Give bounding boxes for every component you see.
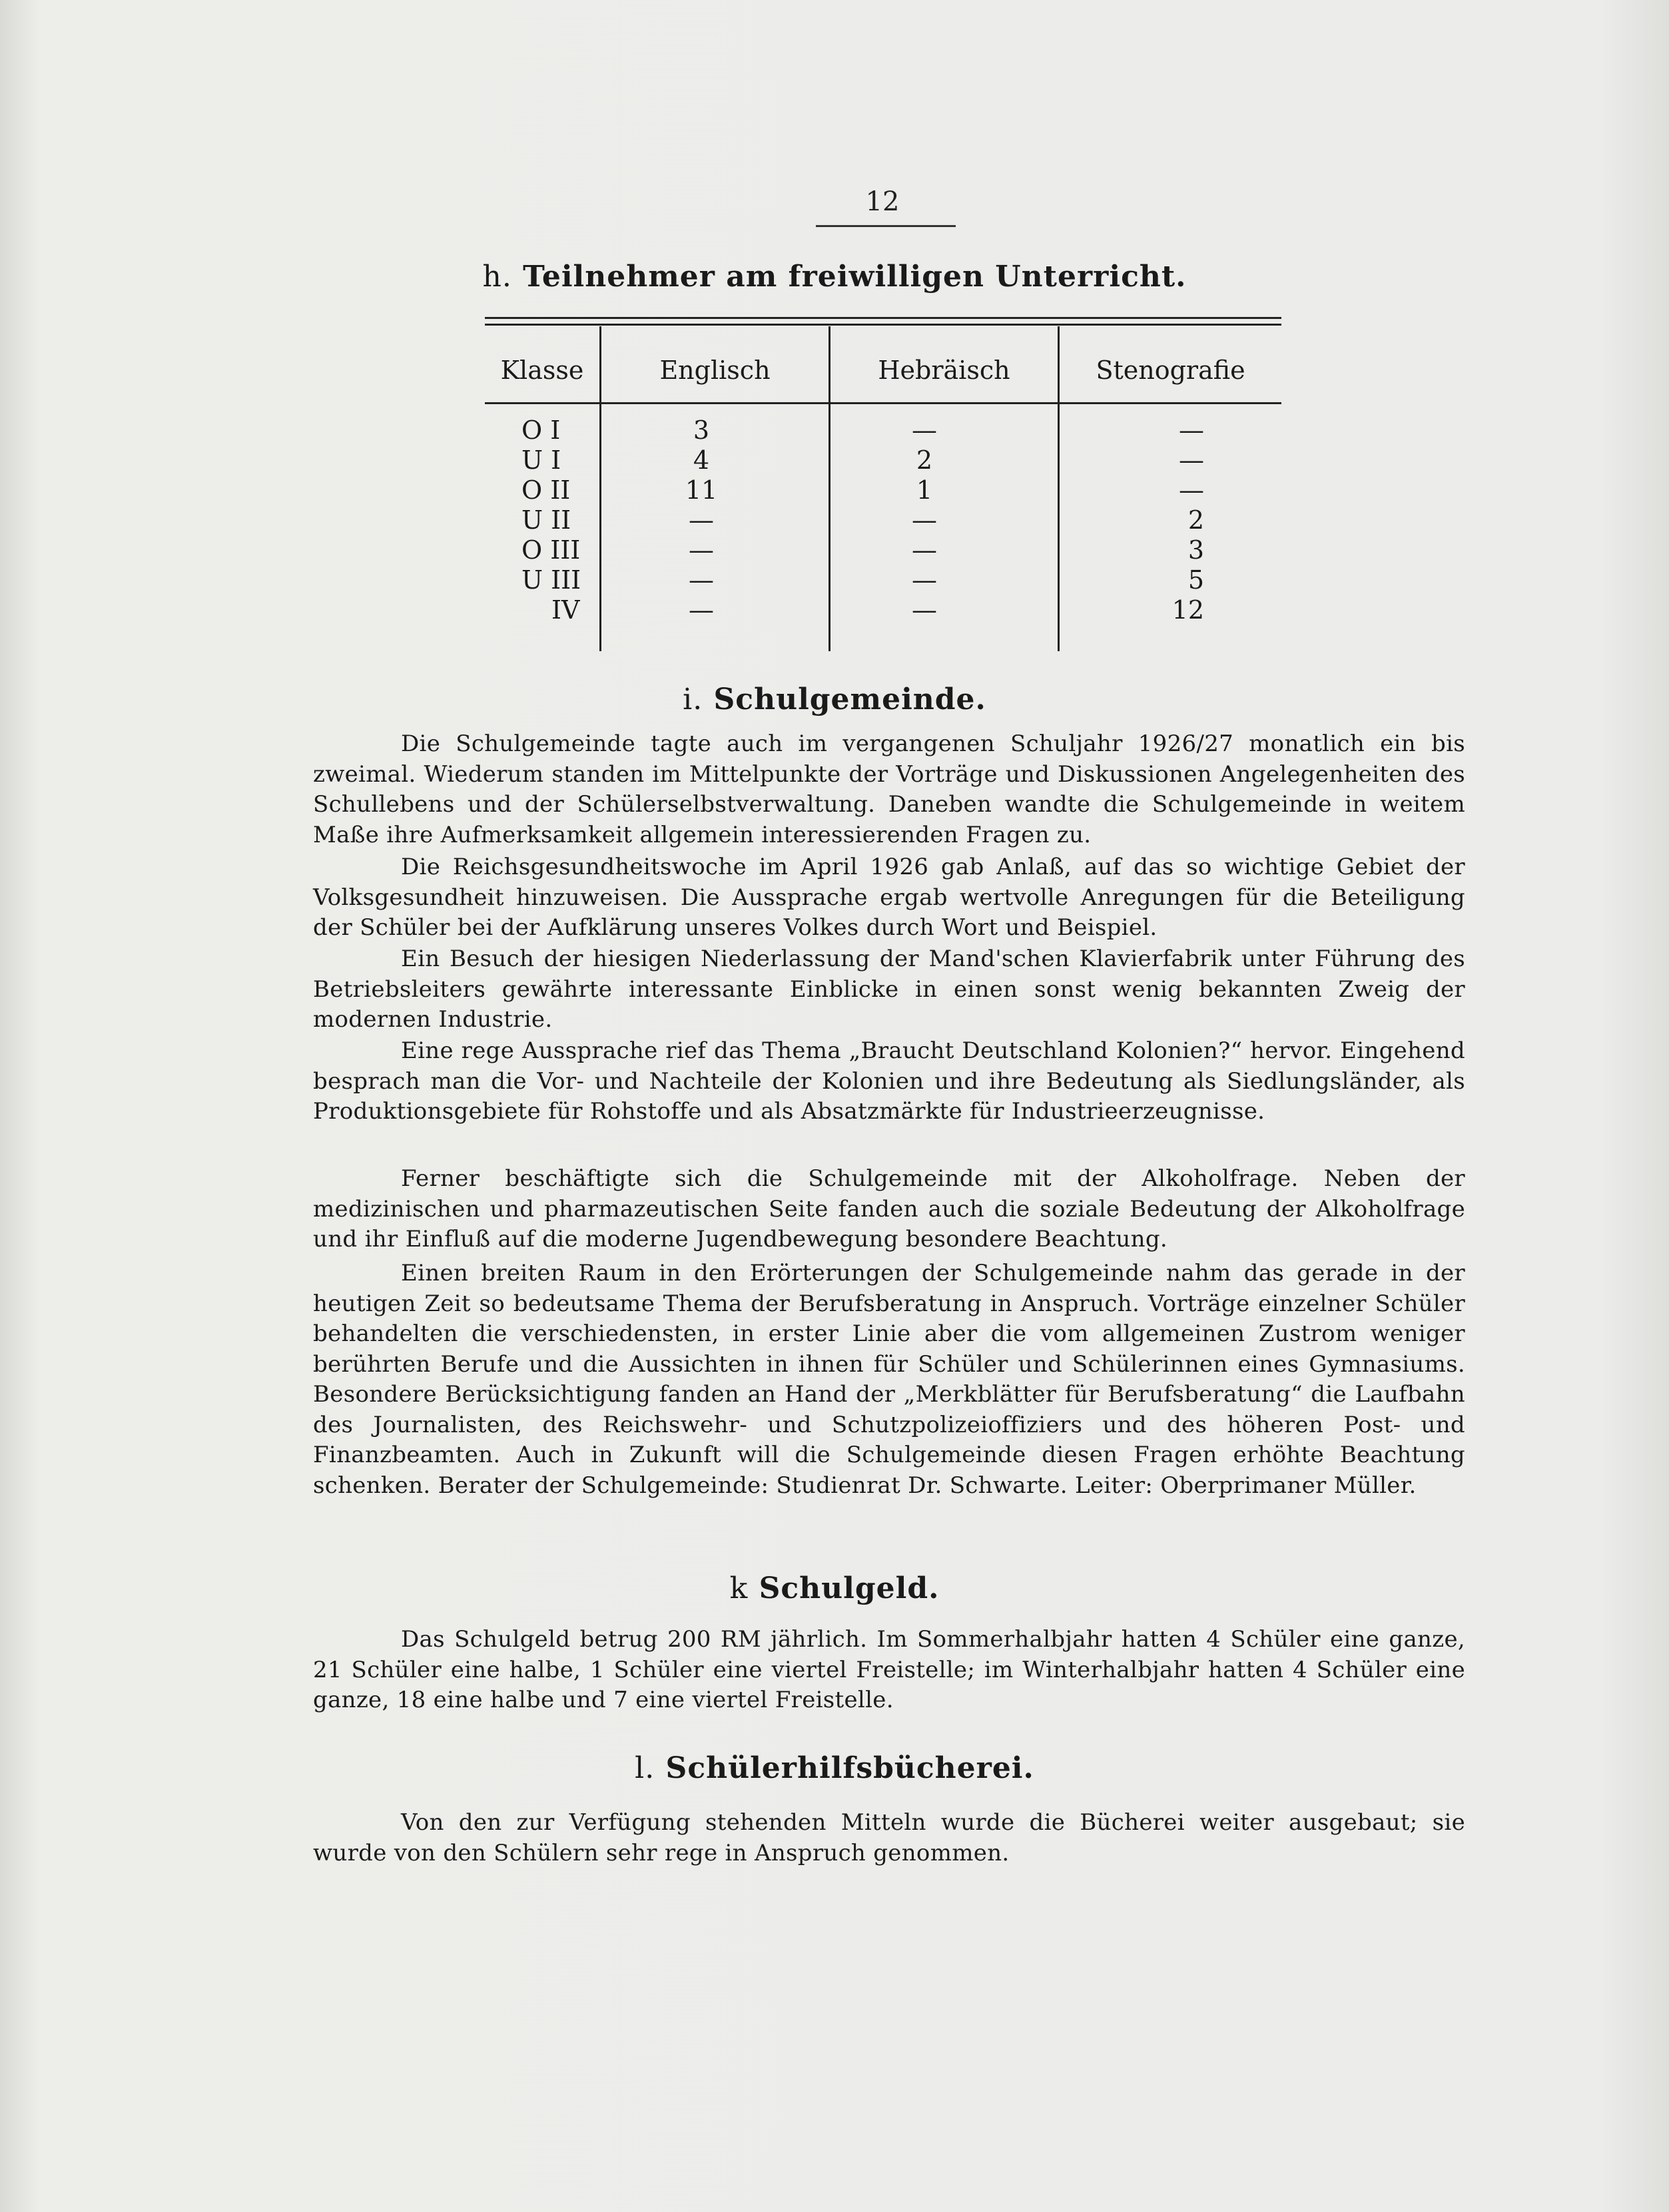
table-top-rule <box>485 317 1281 319</box>
table-cell-stenografie: 5 <box>1187 565 1204 595</box>
table-cell-stenografie: 2 <box>1187 505 1204 535</box>
table-cell-hebraeisch: 2 <box>916 445 933 475</box>
table-cell-stenografie: — <box>1179 415 1204 445</box>
page-number-rule <box>816 225 956 227</box>
table-cell-hebraeisch: 1 <box>916 475 933 505</box>
section-heading-h <box>0 260 1669 294</box>
paragraph: Die Reichsgesundheitswoche im April 1926 gab Anlaß, auf das so wichtige Gebiet der Volksgesundheit hinzuweisen. Die Aussprache ergab wertvolle Anregungen für die Beteiligung der Schüler bei der Aufklärung unseres Volkes durch Wort und Beispiel. <box>313 854 1465 941</box>
table-header-stenografie: Stenografie <box>1096 356 1245 385</box>
table-cell-englisch: — <box>689 595 714 625</box>
table-cell-englisch: 3 <box>693 415 710 445</box>
table-cell-englisch: 11 <box>685 475 718 505</box>
paragraph: Einen breiten Raum in den Erörterungen der Schulgemeinde nahm das gerade in der heutigen Zeit so bedeutsame Thema der Berufsberatung in Anspruch. Vorträge einzelner Schüler behandelten die verschiedensten, in erster Linie aber die vom allgemeinen Zustrom weniger berührten Berufe und die Aussichten in ihnen für Schüler und Schülerinnen eines Gymnasiums. Besondere Berücksichtigung fanden an Hand der „Merkblätter für Berufsberatung“ die Laufbahn des Journalisten, des Reichswehr- und Schutzpolizeioffiziers und des höheren Post- und Finanzbeamten. Auch in Zukunft will die Schulgemeinde diesen Fragen erhöhte Beachtung schenken. Berater der Schulgemeinde: Studienrat Dr. Schwarte. Leiter: Oberprimaner Müller. <box>313 1260 1465 1499</box>
paragraph: Das Schulgeld betrug 200 RM jährlich. Im Sommerhalbjahr hatten 4 Schüler eine ganze, 21 Schüler eine halbe, 1 Schüler eine viertel Freistelle; im Winterhalbjahr hatten 4 Schüler eine ganze, 18 eine halbe und 7 eine viertel Freistelle. <box>313 1626 1465 1713</box>
paragraph: Die Schulgemeinde tagte auch im vergangenen Schuljahr 1926/27 monatlich ein bis zweimal. Wiederum standen im Mittelpunkte der Vorträge und Diskussionen Angelegenheiten des Schullebens und der Schülerselbstverwaltung. Daneben wandte die Schulgemeinde in weitem Maße ihre Aufmerksamkeit allgemein interessierenden Fragen zu. <box>313 730 1465 848</box>
participants-table <box>485 317 1281 657</box>
paragraph: Von den zur Verfügung stehenden Mitteln wurde die Bücherei weiter ausgebaut; sie wurde von den Schülern sehr rege in Anspruch genommen. <box>313 1809 1465 1866</box>
table-cell-englisch: — <box>689 535 714 565</box>
table-cell-stenografie: — <box>1179 445 1204 475</box>
table-cell-klasse: O II <box>521 475 571 505</box>
table-cell-englisch: — <box>689 565 714 595</box>
section-prefix-h: h. <box>482 260 512 294</box>
table-cell-hebraeisch: — <box>912 565 937 595</box>
section-title-h: Teilnehmer am freiwilligen Unterricht. <box>523 260 1187 294</box>
section-title-l: Schülerhilfsbücherei. <box>665 1751 1034 1785</box>
table-cell-klasse: O I <box>521 415 561 445</box>
table-cell-hebraeisch: — <box>912 595 937 625</box>
page-number: 12 <box>865 186 900 217</box>
table-cell-klasse: U II <box>521 505 571 535</box>
table-cell-klasse: O III <box>521 535 581 565</box>
table-top-rule-inner <box>485 324 1281 326</box>
table-header-hebraeisch: Hebräisch <box>878 356 1010 385</box>
section-heading-i <box>0 683 1669 716</box>
section-heading-l <box>0 1751 1669 1785</box>
paragraph: Ein Besuch der hiesigen Niederlassung der Mand'schen Klavierfabrik unter Führung des Betriebsleiters gewährte interessante Einblicke in einen sonst wenig bekannten Zweig der modernen Industrie. <box>313 946 1465 1033</box>
section-title-k: Schulgeld. <box>759 1571 940 1605</box>
table-cell-englisch: — <box>689 505 714 535</box>
table-cell-hebraeisch: — <box>912 535 937 565</box>
table-cell-hebraeisch: — <box>912 415 937 445</box>
section-title-i: Schulgemeinde. <box>713 683 986 716</box>
table-cell-englisch: 4 <box>693 445 710 475</box>
table-cell-stenografie: — <box>1179 475 1204 505</box>
table-cell-stenografie: 3 <box>1187 535 1204 565</box>
section-prefix-l: l. <box>635 1751 655 1785</box>
paragraph: Ferner beschäftigte sich die Schulgemeinde mit der Alkoholfrage. Neben der medizinischen und pharmazeutischen Seite fanden auch die soziale Bedeutung der Alkoholfrage und ihr Einfluß auf die moderne Jugendbewegung besondere Beachtung. <box>313 1165 1465 1252</box>
table-cell-hebraeisch: — <box>912 505 937 535</box>
table-header-klasse: Klasse <box>500 356 584 385</box>
section-heading-k <box>0 1571 1669 1605</box>
table-cell-klasse: U III <box>521 565 581 595</box>
table-cell-klasse: U I <box>521 445 561 475</box>
table-cell-stenografie: 12 <box>1171 595 1204 625</box>
table-cell-klasse: IV <box>551 595 580 625</box>
table-header-rule <box>485 402 1281 404</box>
paragraph: Eine rege Aussprache rief das Thema „Braucht Deutschland Kolonien?“ hervor. Eingehend besprach man die Vor- und Nachteile der Kolonien und ihre Bedeutung als Siedlungsländer, als Produktionsgebiete für Rohstoffe und als Absatzmärkte für Industrieerzeugnisse. <box>313 1037 1465 1125</box>
section-prefix-k: k <box>729 1571 749 1605</box>
section-prefix-i: i. <box>683 683 703 716</box>
table-header-englisch: Englisch <box>659 356 771 385</box>
